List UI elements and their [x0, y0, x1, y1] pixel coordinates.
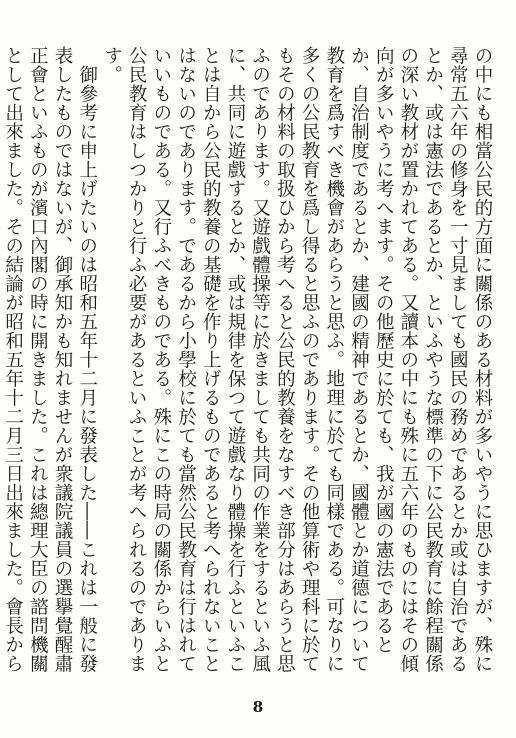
- vertical-text-body: [2, 46, 494, 682]
- page-number: 8: [252, 698, 264, 716]
- paragraph-2: 御參考に申上げたいのは昭和五年十二月に發表した――これは一般に發表したものではないが、御承知かも知れませんが衆議院議員の選擧覺醒肅正會といふものが濱口內閣の時に開きました。これは總理大臣の諮問機關として出來ました。その結論が昭和五年十二月三日出來ました。會長から: [2, 46, 98, 673]
- paragraph-1: の中にも相當公民的方面に關係のある材料が多いやうに思ひますが、殊に尋常五六年の修身を一寸見ましても國民の務めであるとか或は自治であるとか、或は憲法であるとか、といふやうな標準の下に公民教育に餘程關係の深い教材が置かれてある。又讀本の中にも殊に五六年のものにはその傾向が多いやうに考へます。その他歷史に於ても、我が國の憲法であるとか、自治制度であるとか、建國の精神であるとか、國體とか道德について教育を爲すべき機會があらうと思ふ。地理に於ても同樣である。可なりに多くの公民教育を爲し得ると思ふのであります。その他算術や理科に於てもその材料の取扱ひから考へると公民的教養をなすべき部分はあらうと思ふのであります。又遊戲體操等に於きましても共同の作業をするといふ風に、共同に遊戲するとか、或は規律を保つて遊戲なり體操を行ふといふことは自から公民的教養の基礎を作り上げるものであると考へられないことはないのであります。であるから小學校に於ても當然公民教育は行はれていいものである。又行ふべきものである。殊にこの時局の關係からいふと公民教育はしつかりと行ふ必要があるといふことが考へられるのであります。: [101, 46, 493, 673]
